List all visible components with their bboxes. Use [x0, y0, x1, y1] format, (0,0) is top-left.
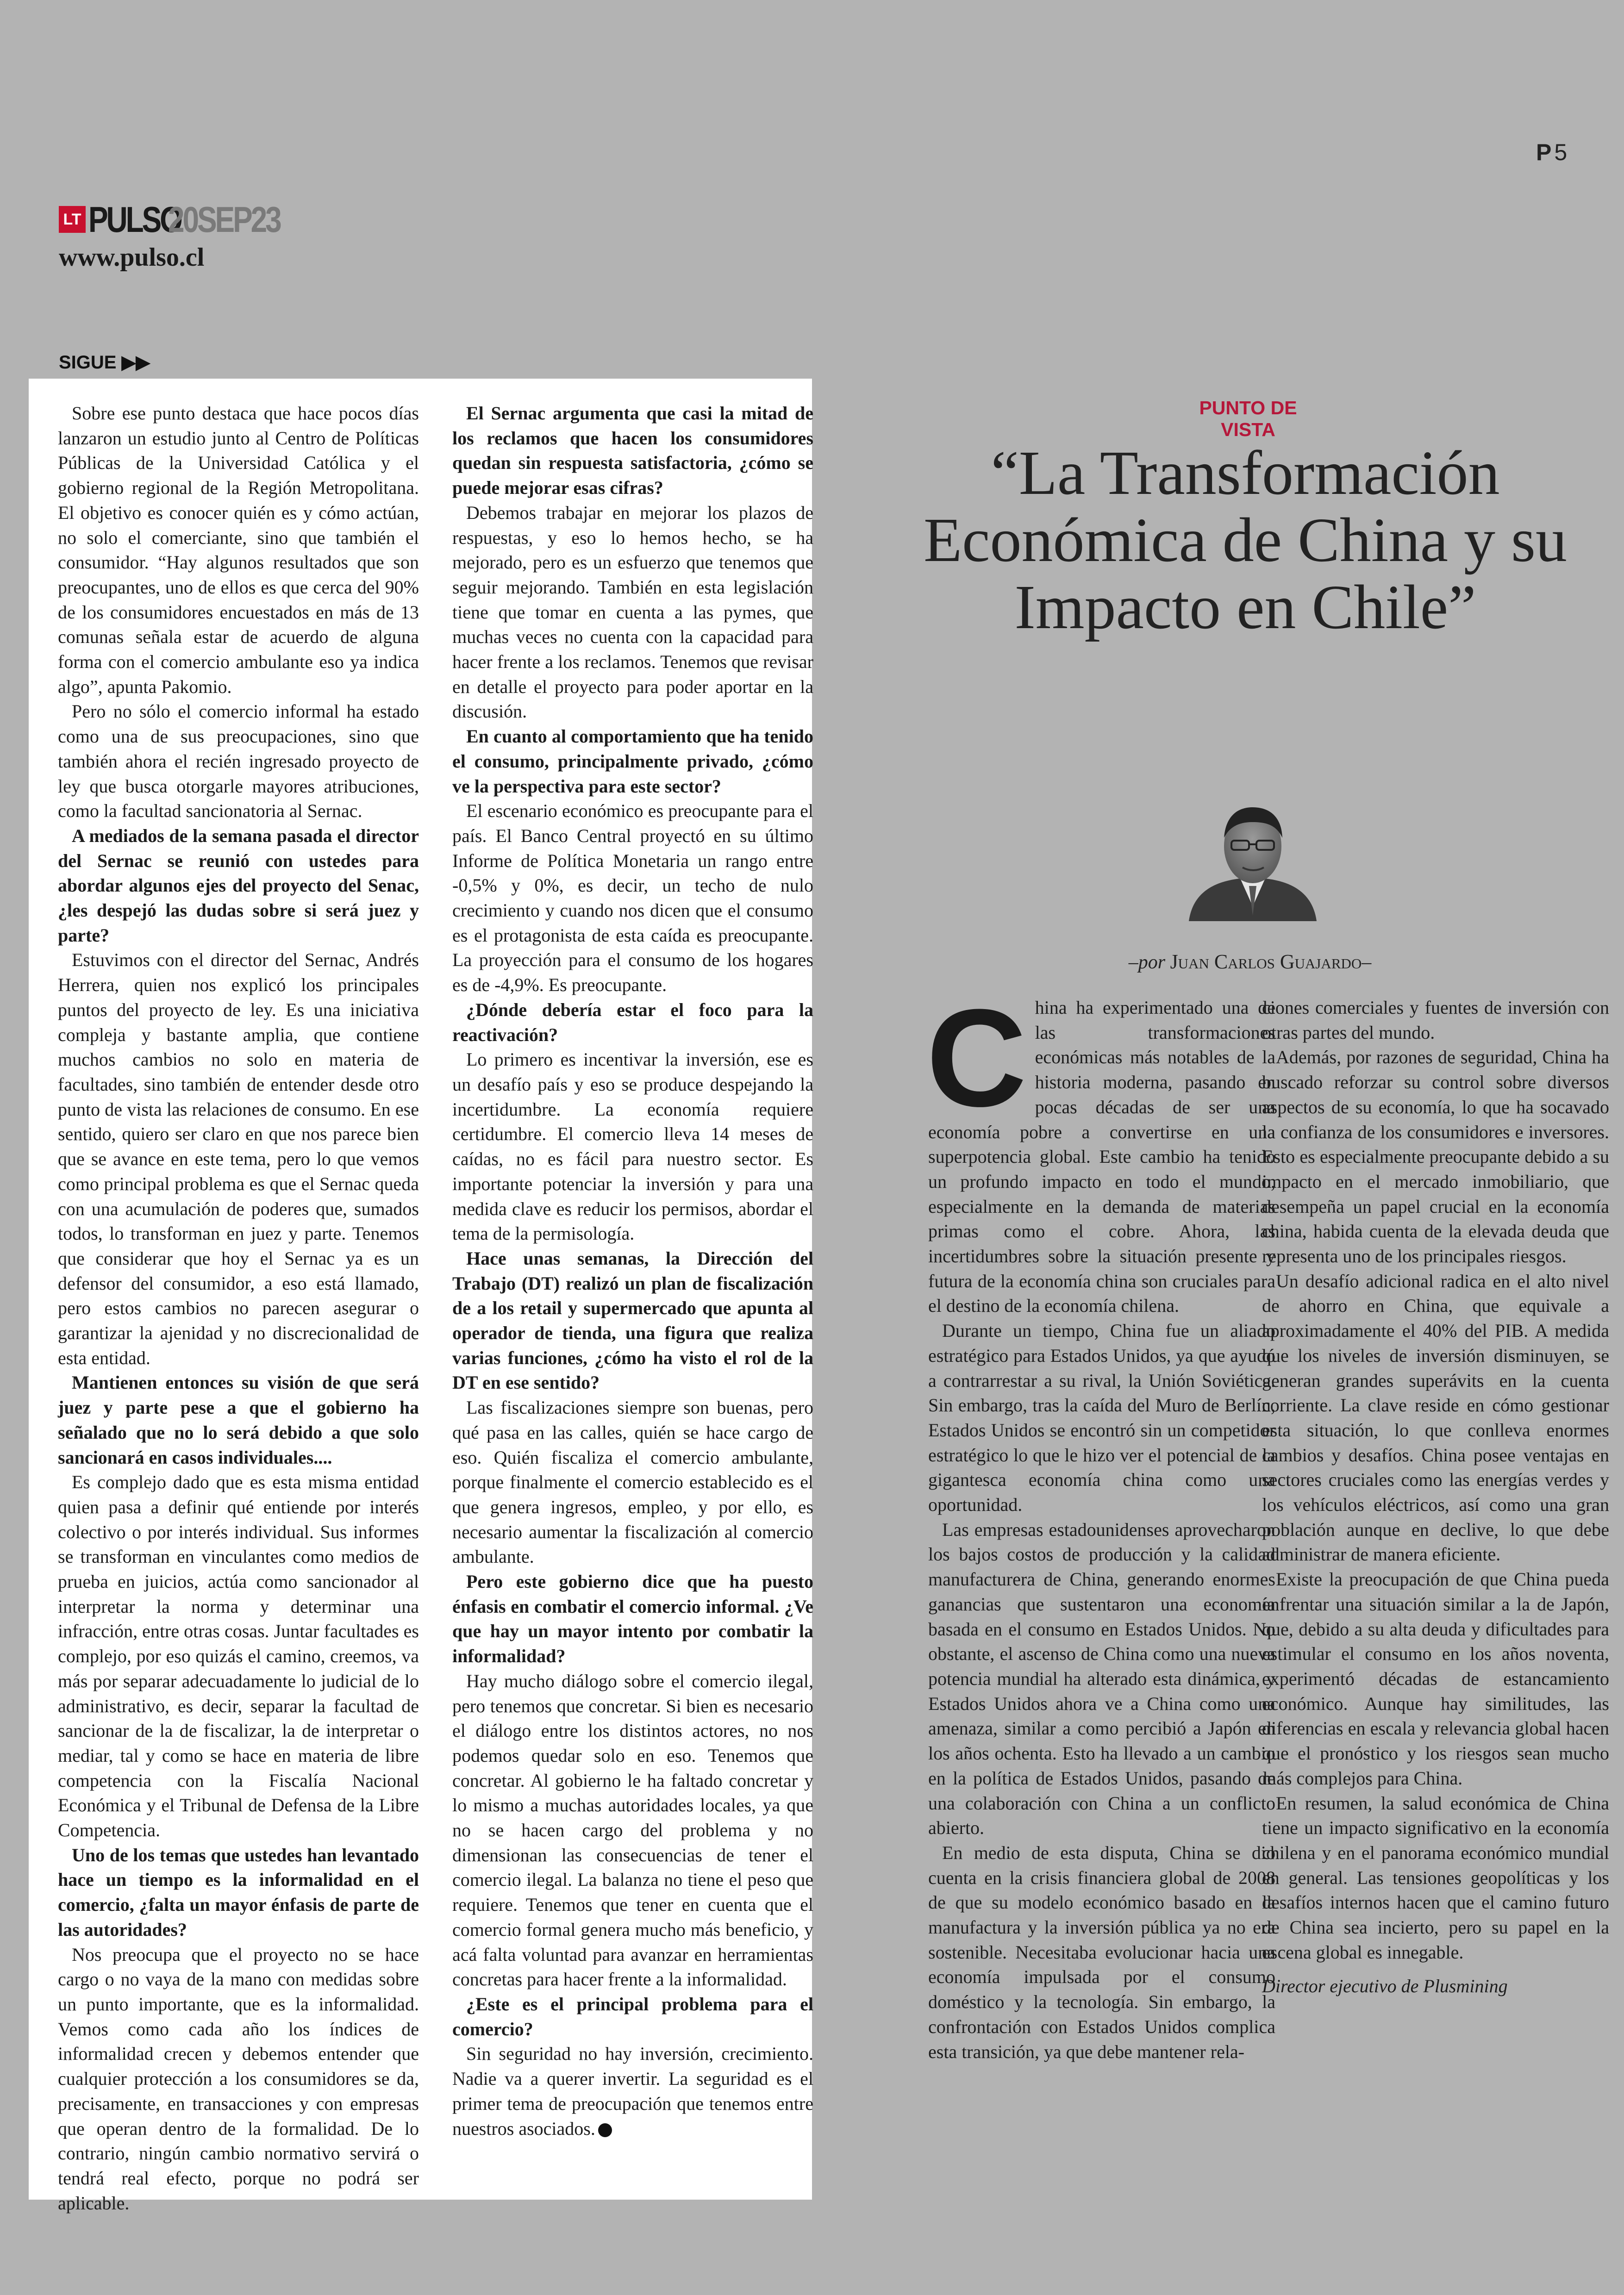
issue-date: 20SEP23 [168, 199, 280, 240]
interview-question: El Sernac argumenta que casi la mitad de los reclamos que hacen los consumidores quedan sin respuesta satisfactoria, ¿cómo se puede mejorar esas cifras? [452, 403, 813, 499]
site-url[interactable]: www.pulso.cl [59, 243, 205, 272]
interview-column-1 [58, 401, 419, 2215]
interview-answer: Las fiscalizaciones siempre son buenas, pero qué pasa en las calles, quién se hace cargo de eso. Quién fiscaliza el comercio ambulante, porque finalmente el comercio establecido es el que genera ingresos, empleo, y por ello, es necesario aumentar la fiscalización al comercio ambulante. [452, 1397, 813, 1567]
interview-answer: Nos preocupa que el proyecto no se hace cargo o no vaya de la mano con medidas sobre un punto importante, que es la informalidad. Vemos como cada año los índices de informalidad crecen y debemos entender que cualquier protección a los consumidores se da, precisamente, en transacciones y con empresas que operan dentro de la formalidad. De lo contrario, ningún cambio normativo servirá o tendrá real efecto, porque no podrá ser aplicable. [58, 1944, 419, 2214]
opinion-paragraph: Además, por razones de seguridad, China ha buscado reforzar su control sobre diversos aspectos de su economía, lo que ha socavado la confianza de los consumidores e inversores. Esto es especialmente preocupante debido a su impacto en el mercado inmobiliario, que desempeña un papel crucial en la economía china, habida cuenta de la elevada deuda que representa uno de los principales riesgos. [1262, 1047, 1609, 1267]
opinion-paragraph: En resumen, la salud económica de China tiene un impacto significativo en la economía chilena y en el panorama económico mundial en general. Las tensiones geopolíticas y los desafíos internos hacen que el camino futuro de China sea incierto, pero su papel en la escena global es innegable. [1262, 1792, 1609, 1963]
interview-question: ¿Dónde debería estar el foco para la reactivación? [452, 999, 813, 1045]
interview-answer: Estuvimos con el director del Sernac, Andrés Herrera, quien nos explicó los principales puntos del proyecto de ley. Es una iniciativa compleja y bastante amplia, que contiene muchos cambios no solo en materia de facultades, sino también de entender desde otro punto de vista las relaciones de consumo. En ese sentido, quiero ser claro en que nos parece bien que se avance en este tema, pero lo que vemos como principal problema es que el Sernac queda con una acumulación de poderes que, sumados todos, lo transforman en juez y parte. Tenemos que considerar que hoy el Sernac ya es un defensor del consumidor, a eso está llamado, pero estos cambios no parecen asegurar o garantizar la ajenidad y no discrecionalidad de esta entidad. [58, 949, 419, 1368]
section-tag: PUNTO DE VISTA [1199, 397, 1297, 440]
opinion-paragraph: Existe la preocupación de que China pueda enfrentar una situación similar a la de Japón, que, debido a su alta deuda y dificultades para estimular el consumo en los años noventa, experimentó décadas de estancamiento económico. Aunque hay similitudes, las diferencias en escala y relevancia global hacen que el pronóstico y los riesgos sean mucho más complejos para China. [1262, 1569, 1609, 1789]
interview-answer: Hay mucho diálogo sobre el comercio ilegal, pero tenemos que concretar. Si bien es necesario el diálogo entre los distintos actores, no nos podemos quedar solo en eso. Tenemos que concretar. Al gobierno le ha faltado concretar y lo mismo a muchas autoridades locales, ya que no se hacen cargo del problema y no dimensionan las consecuencias de tener el comercio ilegal. La balanza no tiene el peso que requiere. Tenemos que tener en cuenta que el comercio formal genera mucho más beneficio, y acá falta voluntad para avanzar en herramientas concretas para hacer frente a la informalidad. [452, 1670, 813, 1990]
opinion-paragraph: Un desafío adicional radica en el alto nivel de ahorro en China, que equivale a aproximadamente el 40% del PIB. A medida que los niveles de inversión disminuyen, se generan grandes superávits en la cuenta corriente. La clave reside en cómo gestionar esta situación, lo que conlleva enormes cambios y desafíos. China posee ventajas en sectores cruciales como las energías verdes y los vehículos eléctricos, así como una gran población aunque en declive, lo que debe administrar de manera eficiente. [1262, 1270, 1609, 1565]
opinion-first-paragraph: China ha experimentado una de las transformaciones económicas más notables de la historia moderna, pasando en pocas décadas de ser una economía pobre a convertirse en una superpotencia global. Este cambio ha tenido un profundo impacto en todo el mundo, especialmente en la demanda de materias primas como el cobre. Ahora, las incertidumbres sobre la situación presente y futura de la economía china son cruciales para el destino de la economía chilena. [926, 980, 1275, 1316]
masthead [59, 199, 304, 240]
interview-answer: Es complejo dado que es esta misma entidad quien pasa a definir qué entiende por interés colectivo o por interés individual. Sus informes se transforman en vinculantes como medios de prueba en juicios, actúa como sancionador al interpretar la norma y determinar una infracción, entre otras cosas. Juntar facultades es complejo, por eso quizás el camino, creemos, va más por separar adecuadamente lo judicial de lo administrativo, es decir, separar la facultad de sancionar de la de fiscalizar, la de interpretar o mediar, tal y como se hace en materia de libre competencia con la Fiscalía Nacional Económica y el Tribunal de Defensa de la Libre Competencia. [58, 1472, 419, 1841]
interview-column-2 [452, 401, 813, 2141]
opinion-paragraph: Durante un tiempo, China fue un aliado estratégico para Estados Unidos, ya que ayudó a contrarrestar a su rival, la Unión Soviética. Sin embargo, tras la caída del Muro de Berlín, Estados Unidos se encontró sin un competidor estratégico lo que le hizo ver el potencial de la gigantesca economía china como una oportunidad. [928, 1320, 1275, 1515]
end-mark-icon [598, 2123, 612, 2137]
page-number: P 5 [1536, 139, 1568, 165]
interview-question: ¿Este es el principal problema para el comercio? [452, 1994, 813, 2039]
opinion-paragraph: En medio de esta disputa, China se dio cuenta en la crisis financiera global de 2008 de que su modelo económico basado en la manufactura y la inversión pública ya no era sostenible. Necesitaba evolucionar hacia una economía impulsada por el consumo doméstico y la tecnología. Sin embargo, la confrontación con Estados Unidos complica esta transición, ya que debe mantener rela- [928, 1842, 1275, 2062]
interview-question: Uno de los temas que ustedes han levantado hace un tiempo es la informalidad en el comercio, ¿falta un mayor énfasis de parte de las autoridades? [58, 1844, 419, 1940]
interview-answer: Sin seguridad no hay inversión, crecimiento. Nadie va a querer invertir. La seguridad es el primer tema de preocupación que tenemos entre nuestros asociados. [452, 2043, 813, 2139]
interview-question: En cuanto al comportamiento que ha tenido el consumo, principalmente privado, ¿cómo ve la perspectiva para este sector? [452, 726, 813, 797]
author-name: Juan Carlos Guajardo [1170, 950, 1362, 973]
opinion-column-1 [926, 980, 1275, 2064]
drop-cap: C [926, 980, 1027, 1135]
interview-answer: El escenario económico es preocupante para el país. El Banco Central proyectó en su último Informe de Política Monetaria un rango entre -0,5% y 0%, es decir, un techo de nulo crecimiento y cuando nos dicen que el consumo es el protagonista de esta caída es preocupante. La proyección para el consumo de los hogares es de -4,9%. Es preocupante. [452, 800, 813, 996]
interview-question: Hace unas semanas, la Dirección del Trabajo (DT) realizó un plan de fiscalización de a los retail y supermercado que apunta al operador de tienda, una figura que realiza varias funciones, ¿cómo ha visto el rol de la DT en ese sentido? [452, 1247, 813, 1393]
author-role: Director ejecutivo de Plusmining [1262, 1976, 1508, 1997]
byline: –por Juan Carlos Guajardo– [1128, 950, 1372, 973]
interview-answer: Lo primero es incentivar la inversión, ese es un desafío país y eso se produce despejando la incertidumbre. La economía requiere certidumbre. El comercio lleva 14 meses de caídas, no es fácil para nuestro sector. Es importante potenciar la inversión y para una medida clave es reducir los permisos, abordar el tema de la permisología. [452, 1049, 813, 1244]
interview-question: A mediados de la semana pasada el director del Sernac se reunió con ustedes para abordar algunos ejes del proyecto del Senac, ¿les despejó las dudas sobre si será juez y parte? [58, 825, 419, 946]
continuation-label: SIGUE ▶▶ [59, 352, 150, 373]
interview-panel [29, 379, 813, 2214]
brand-name: PULSO [88, 199, 181, 240]
interview-answer: Pero no sólo el comercio informal ha estado como una de sus preocupaciones, sino que también ahora el recién ingresado proyecto de ley que busca otorgarle mayores atribuciones, como la facultad sancionatoria al Sernac. [58, 701, 419, 822]
interview-question: Pero este gobierno dice que ha puesto énfasis en combatir el comercio informal. ¿Ve que hay un mayor intento por combatir la informalidad? [452, 1571, 813, 1667]
interview-question: Mantienen entonces su visión de que será juez y parte pese a que el gobierno ha señalado que no lo será debido a que solo sancionará en casos individuales.... [58, 1372, 419, 1468]
opinion-paragraph: ciones comerciales y fuentes de inversión con otras partes del mundo. [1262, 997, 1609, 1043]
interview-answer: Debemos trabajar en mejorar los plazos de respuestas, y eso lo hemos hecho, se ha mejorado, pero es un esfuerzo que tenemos que seguir mejorando. También en esta legislación tiene que tomar en cuenta a las pymes, que muchas veces no cuenta con la capacidad para hacer frente a los reclamos. Tenemos que revisar en detalle el proyecto para poder aportar en la discusión. [452, 502, 813, 722]
lt-logo-icon: LT [59, 206, 86, 233]
opinion-paragraph: Las empresas estadounidenses aprovecharon los bajos costos de producción y la calidad manufacturera de China, generando enormes ganancias que sustentaron una economía basada en el consumo en Estados Unidos. No obstante, el ascenso de China como una nueva potencia mundial ha alterado esta dinámica, y Estados Unidos ahora ve a China como una amenaza, similar a como percibió a Japón en los años ochenta. Esto ha llevado a un cambio en la política de Estados Unidos, pasando de una colaboración con China a un conflicto abierto. [928, 1519, 1275, 1839]
opinion-title: “La Transformación Económica de China y su Impacto en Chile” [924, 438, 1567, 642]
opinion-column-2 [1262, 995, 1609, 1999]
interview-answer: Sobre ese punto destaca que hace pocos días lanzaron un estudio junto al Centro de Políticas Públicas de la Universidad Católica y el gobierno regional de la Región Metropolitana. El objetivo es conocer quién es y cómo actúan, no solo el comerciante, sino que también el consumidor. “Hay algunos resultados que son preocupantes, uno de ellos es que cerca del 90% de los consumidores encuestados en más de 13 comunas señala estar de acuerdo de alguna forma con el comercio ambulante eso ya indica algo”, apunta Pakomio. [58, 403, 419, 697]
author-photo [1180, 795, 1326, 921]
